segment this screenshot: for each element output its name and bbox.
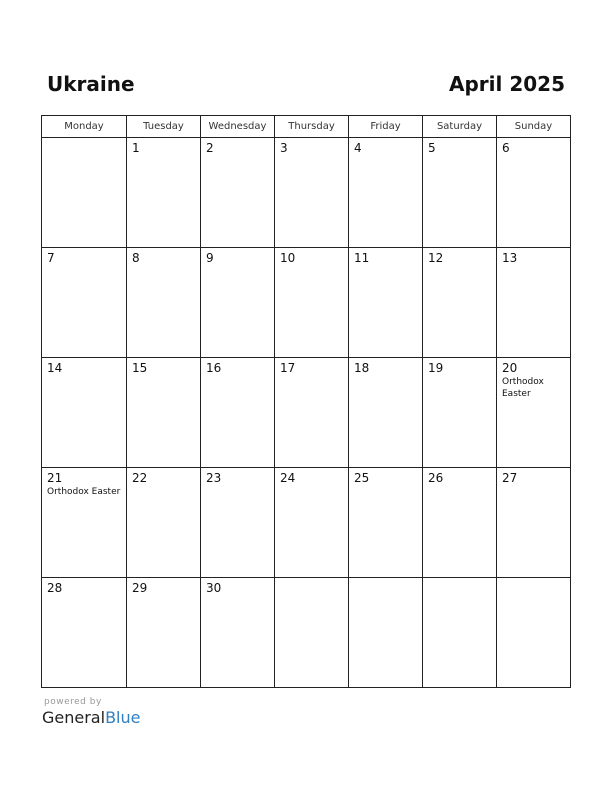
- week-row: [42, 468, 571, 578]
- day-number: 13: [502, 251, 518, 265]
- logo-blue: Blue: [105, 708, 141, 727]
- weekday-header-monday: Monday: [42, 116, 127, 138]
- day-number: 26: [428, 471, 444, 485]
- day-cell: [275, 578, 349, 688]
- day-number: 1: [132, 141, 140, 155]
- weekday-header-thursday: Thursday: [275, 116, 349, 138]
- day-cell: [127, 358, 201, 468]
- day-cell: [275, 138, 349, 248]
- day-number: 25: [354, 471, 370, 485]
- weekday-header-tuesday: Tuesday: [127, 116, 201, 138]
- day-number: 24: [280, 471, 296, 485]
- day-number: 21: [47, 471, 63, 485]
- day-number: 4: [354, 141, 362, 155]
- day-cell: [201, 468, 275, 578]
- weekday-header-wednesday: Wednesday: [201, 116, 275, 138]
- day-cell: [349, 138, 423, 248]
- month-title: April 2025: [449, 72, 565, 96]
- day-cell: [423, 138, 497, 248]
- day-cell: [42, 358, 127, 468]
- day-number: 20: [502, 361, 518, 375]
- weekday-header-sunday: Sunday: [497, 116, 571, 138]
- holiday-label: Orthodox Easter: [47, 487, 121, 497]
- day-cell: [275, 358, 349, 468]
- day-number: 3: [280, 141, 288, 155]
- generalblue-logo[interactable]: [42, 708, 140, 727]
- day-cell: [497, 138, 571, 248]
- day-number: 5: [428, 141, 436, 155]
- day-number: 17: [280, 361, 296, 375]
- day-number: 16: [206, 361, 222, 375]
- day-cell: [423, 468, 497, 578]
- day-number: 23: [206, 471, 222, 485]
- day-cell: [497, 578, 571, 688]
- day-cell: [42, 468, 127, 578]
- country-title: Ukraine: [47, 72, 135, 96]
- day-cell: [349, 468, 423, 578]
- weekday-header-saturday: Saturday: [423, 116, 497, 138]
- week-row: [42, 248, 571, 358]
- day-cell: [497, 358, 571, 468]
- day-cell: [127, 248, 201, 358]
- day-cell: [201, 248, 275, 358]
- day-cell: [497, 468, 571, 578]
- footer: [42, 697, 140, 727]
- day-cell: [423, 248, 497, 358]
- day-cell: [423, 578, 497, 688]
- day-number: 11: [354, 251, 370, 265]
- day-cell: [127, 138, 201, 248]
- day-cell: [497, 248, 571, 358]
- day-cell: [349, 578, 423, 688]
- calendar-grid: [41, 115, 571, 688]
- day-number: 28: [47, 581, 63, 595]
- weekday-header-friday: Friday: [349, 116, 423, 138]
- day-cell: [349, 358, 423, 468]
- day-number: 2: [206, 141, 214, 155]
- day-number: 8: [132, 251, 140, 265]
- week-row: [42, 138, 571, 248]
- day-number: 30: [206, 581, 222, 595]
- day-number: 6: [502, 141, 510, 155]
- day-number: 29: [132, 581, 148, 595]
- day-number: 7: [47, 251, 55, 265]
- day-number: 19: [428, 361, 444, 375]
- day-number: 14: [47, 361, 63, 375]
- day-cell: [42, 578, 127, 688]
- day-cell: [127, 468, 201, 578]
- day-number: 15: [132, 361, 148, 375]
- day-number: 22: [132, 471, 148, 485]
- day-number: 12: [428, 251, 444, 265]
- day-cell: [349, 248, 423, 358]
- day-cell: [423, 358, 497, 468]
- day-number: 18: [354, 361, 370, 375]
- day-cell: [127, 578, 201, 688]
- week-row: [42, 358, 571, 468]
- powered-by-label: powered by: [44, 697, 102, 707]
- day-cell: [201, 578, 275, 688]
- holiday-label: Orthodox Easter: [502, 377, 544, 399]
- day-number: 9: [206, 251, 214, 265]
- day-cell: [42, 248, 127, 358]
- logo-general: General: [42, 708, 106, 727]
- day-cell: [201, 138, 275, 248]
- day-cell: [42, 138, 127, 248]
- week-row: [42, 578, 571, 688]
- day-number: 27: [502, 471, 518, 485]
- day-number: 10: [280, 251, 296, 265]
- day-cell: [275, 248, 349, 358]
- day-cell: [275, 468, 349, 578]
- day-cell: [201, 358, 275, 468]
